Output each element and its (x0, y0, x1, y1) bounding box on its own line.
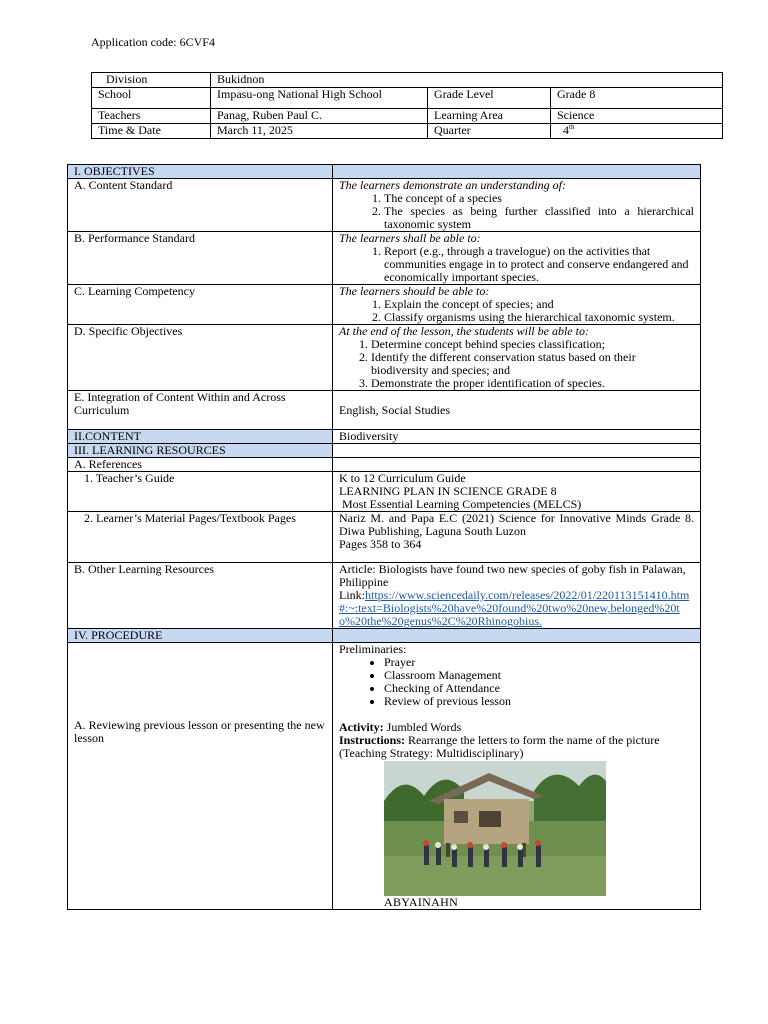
division-value: Bukidnon (211, 73, 723, 88)
references-label: A. References (68, 458, 333, 472)
strategy-text: (Teaching Strategy: Multidisciplinary) (339, 746, 524, 760)
quarter-value: 4 (563, 123, 569, 137)
performance-standard-list (339, 245, 694, 284)
competency-cell (333, 285, 701, 325)
teachers-guide-line: K to 12 Curriculum Guide (339, 471, 466, 485)
grade-label: Grade Level (428, 88, 551, 109)
learners-material-label: 2. Learner’s Material Pages/Textbook Pages (68, 512, 333, 563)
list-item: 1. Report (e.g., through a travelogue) on the activities that communities engage in to protect and conserve endangered and economically important species. (384, 245, 694, 284)
step-a-label: A. Reviewing previous lesson or presenting the new lesson (74, 718, 325, 745)
division-label: Division (92, 73, 211, 88)
list-item: 2. Classify organisms using the hierarchical taxonomic system. (384, 311, 694, 324)
jumbled-word: ABYAINAHN (384, 895, 459, 909)
list-item: 1. Explain the concept of species; and (384, 298, 694, 311)
preliminaries-label: Preliminaries: (339, 642, 407, 656)
content-standard-intro: The learners demonstrate an understanding of: (339, 178, 566, 192)
application-code: Application code: 6CVF4 (91, 35, 215, 49)
list-item: 1. The concept of a species (384, 192, 694, 205)
specific-objectives-list (339, 338, 694, 390)
quarter-cell (551, 124, 723, 139)
teachers-label: Teachers (92, 109, 211, 124)
lesson-plan-table (67, 164, 701, 910)
performance-standard-intro: The learners shall be able to: (339, 231, 481, 245)
list-item: • Checking of Attendance (384, 682, 694, 695)
teachers-guide-label: 1. Teacher’s Guide (68, 472, 333, 512)
link-prefix: Link: (339, 588, 365, 602)
performance-standard-label: B. Performance Standard (68, 232, 333, 285)
grade-value: Grade 8 (551, 88, 723, 109)
article-link-line (339, 589, 694, 628)
activity-label: Activity: (339, 720, 384, 734)
list-item: • Review of previous lesson (384, 695, 694, 708)
list-item: 3. Demonstrate the proper identification of species. (371, 377, 694, 390)
other-resources-label: B. Other Learning Resources (68, 563, 333, 629)
learners-material-line: Pages 358 to 364 (339, 537, 422, 551)
content-standard-cell (333, 179, 701, 232)
school-value: Impasu-ong National High School (211, 88, 428, 109)
teachers-guide-line: LEARNING PLAN IN SCIENCE GRADE 8 (339, 484, 557, 498)
specific-objectives-intro: At the end of the lesson, the students will be able to: (339, 324, 589, 338)
integration-label: E. Integration of Content Within and Across Curriculum (68, 391, 333, 430)
competency-intro: The learners should be able to: (339, 284, 490, 298)
instructions-label: Instructions: (339, 733, 406, 747)
other-resources-cell (333, 563, 701, 629)
competency-list (339, 298, 694, 324)
list-item: • Prayer (384, 656, 694, 669)
area-label: Learning Area (428, 109, 551, 124)
nipa-hut-photo (384, 761, 606, 896)
quarter-label: Quarter (428, 124, 551, 139)
activity-value: Jumbled Words (383, 720, 462, 734)
list-item: 2. The species as being further classified into a hierarchical taxonomic system (384, 205, 694, 231)
instructions-value: Rearrange the letters to form the name of the picture (405, 733, 660, 747)
list-item: • Classroom Management (384, 669, 694, 682)
teachers-guide-cell (333, 472, 701, 512)
specific-objectives-cell (333, 325, 701, 391)
list-item: 1. Determine concept behind species classification; (371, 338, 694, 351)
quarter-sup: th (569, 123, 575, 131)
content-value: Biodiversity (333, 430, 701, 444)
list-item: 2. Identify the different conservation status based on their biodiversity and species; and (371, 351, 694, 377)
performance-standard-cell (333, 232, 701, 285)
teachers-guide-line: Most Essential Learning Competencies (MELCS) (339, 497, 582, 511)
specific-objectives-label: D. Specific Objectives (68, 325, 333, 391)
header-table (91, 72, 723, 139)
procedure-cell (333, 643, 701, 910)
learners-material-cell (333, 512, 701, 563)
learners-material-line: Nariz M. and Papa E.C (2021) Science for Innovative Minds Grade 8. Diwa Publishing, Laguna South Luzon (339, 511, 694, 538)
content-standard-label: A. Content Standard (68, 179, 333, 232)
time-value: March 11, 2025 (211, 124, 428, 139)
school-label: School (92, 88, 211, 109)
objectives-header: I. OBJECTIVES (68, 165, 333, 179)
resources-header: III. LEARNING RESOURCES (68, 444, 333, 458)
area-value: Science (551, 109, 723, 124)
preliminaries-list (339, 656, 694, 708)
time-label: Time & Date (92, 124, 211, 139)
content-standard-list (339, 192, 694, 231)
article-text: Article: Biologists have found two new species of goby fish in Palawan, Philippine (339, 562, 686, 589)
teachers-value: Panag, Ruben Paul C. (211, 109, 428, 124)
integration-value: English, Social Studies (333, 391, 701, 430)
content-header: II.CONTENT (68, 430, 333, 444)
competency-label: C. Learning Competency (68, 285, 333, 325)
procedure-header: IV. PROCEDURE (68, 629, 333, 643)
step-a-cell (68, 643, 333, 910)
article-link[interactable]: https://www.sciencedaily.com/releases/2022/01/220113151410.htm#:~:text=Biologists%20have%20found%20two%20new,belonged%20to%20the%20genus%2C%20Rhinogobius. (339, 588, 690, 628)
